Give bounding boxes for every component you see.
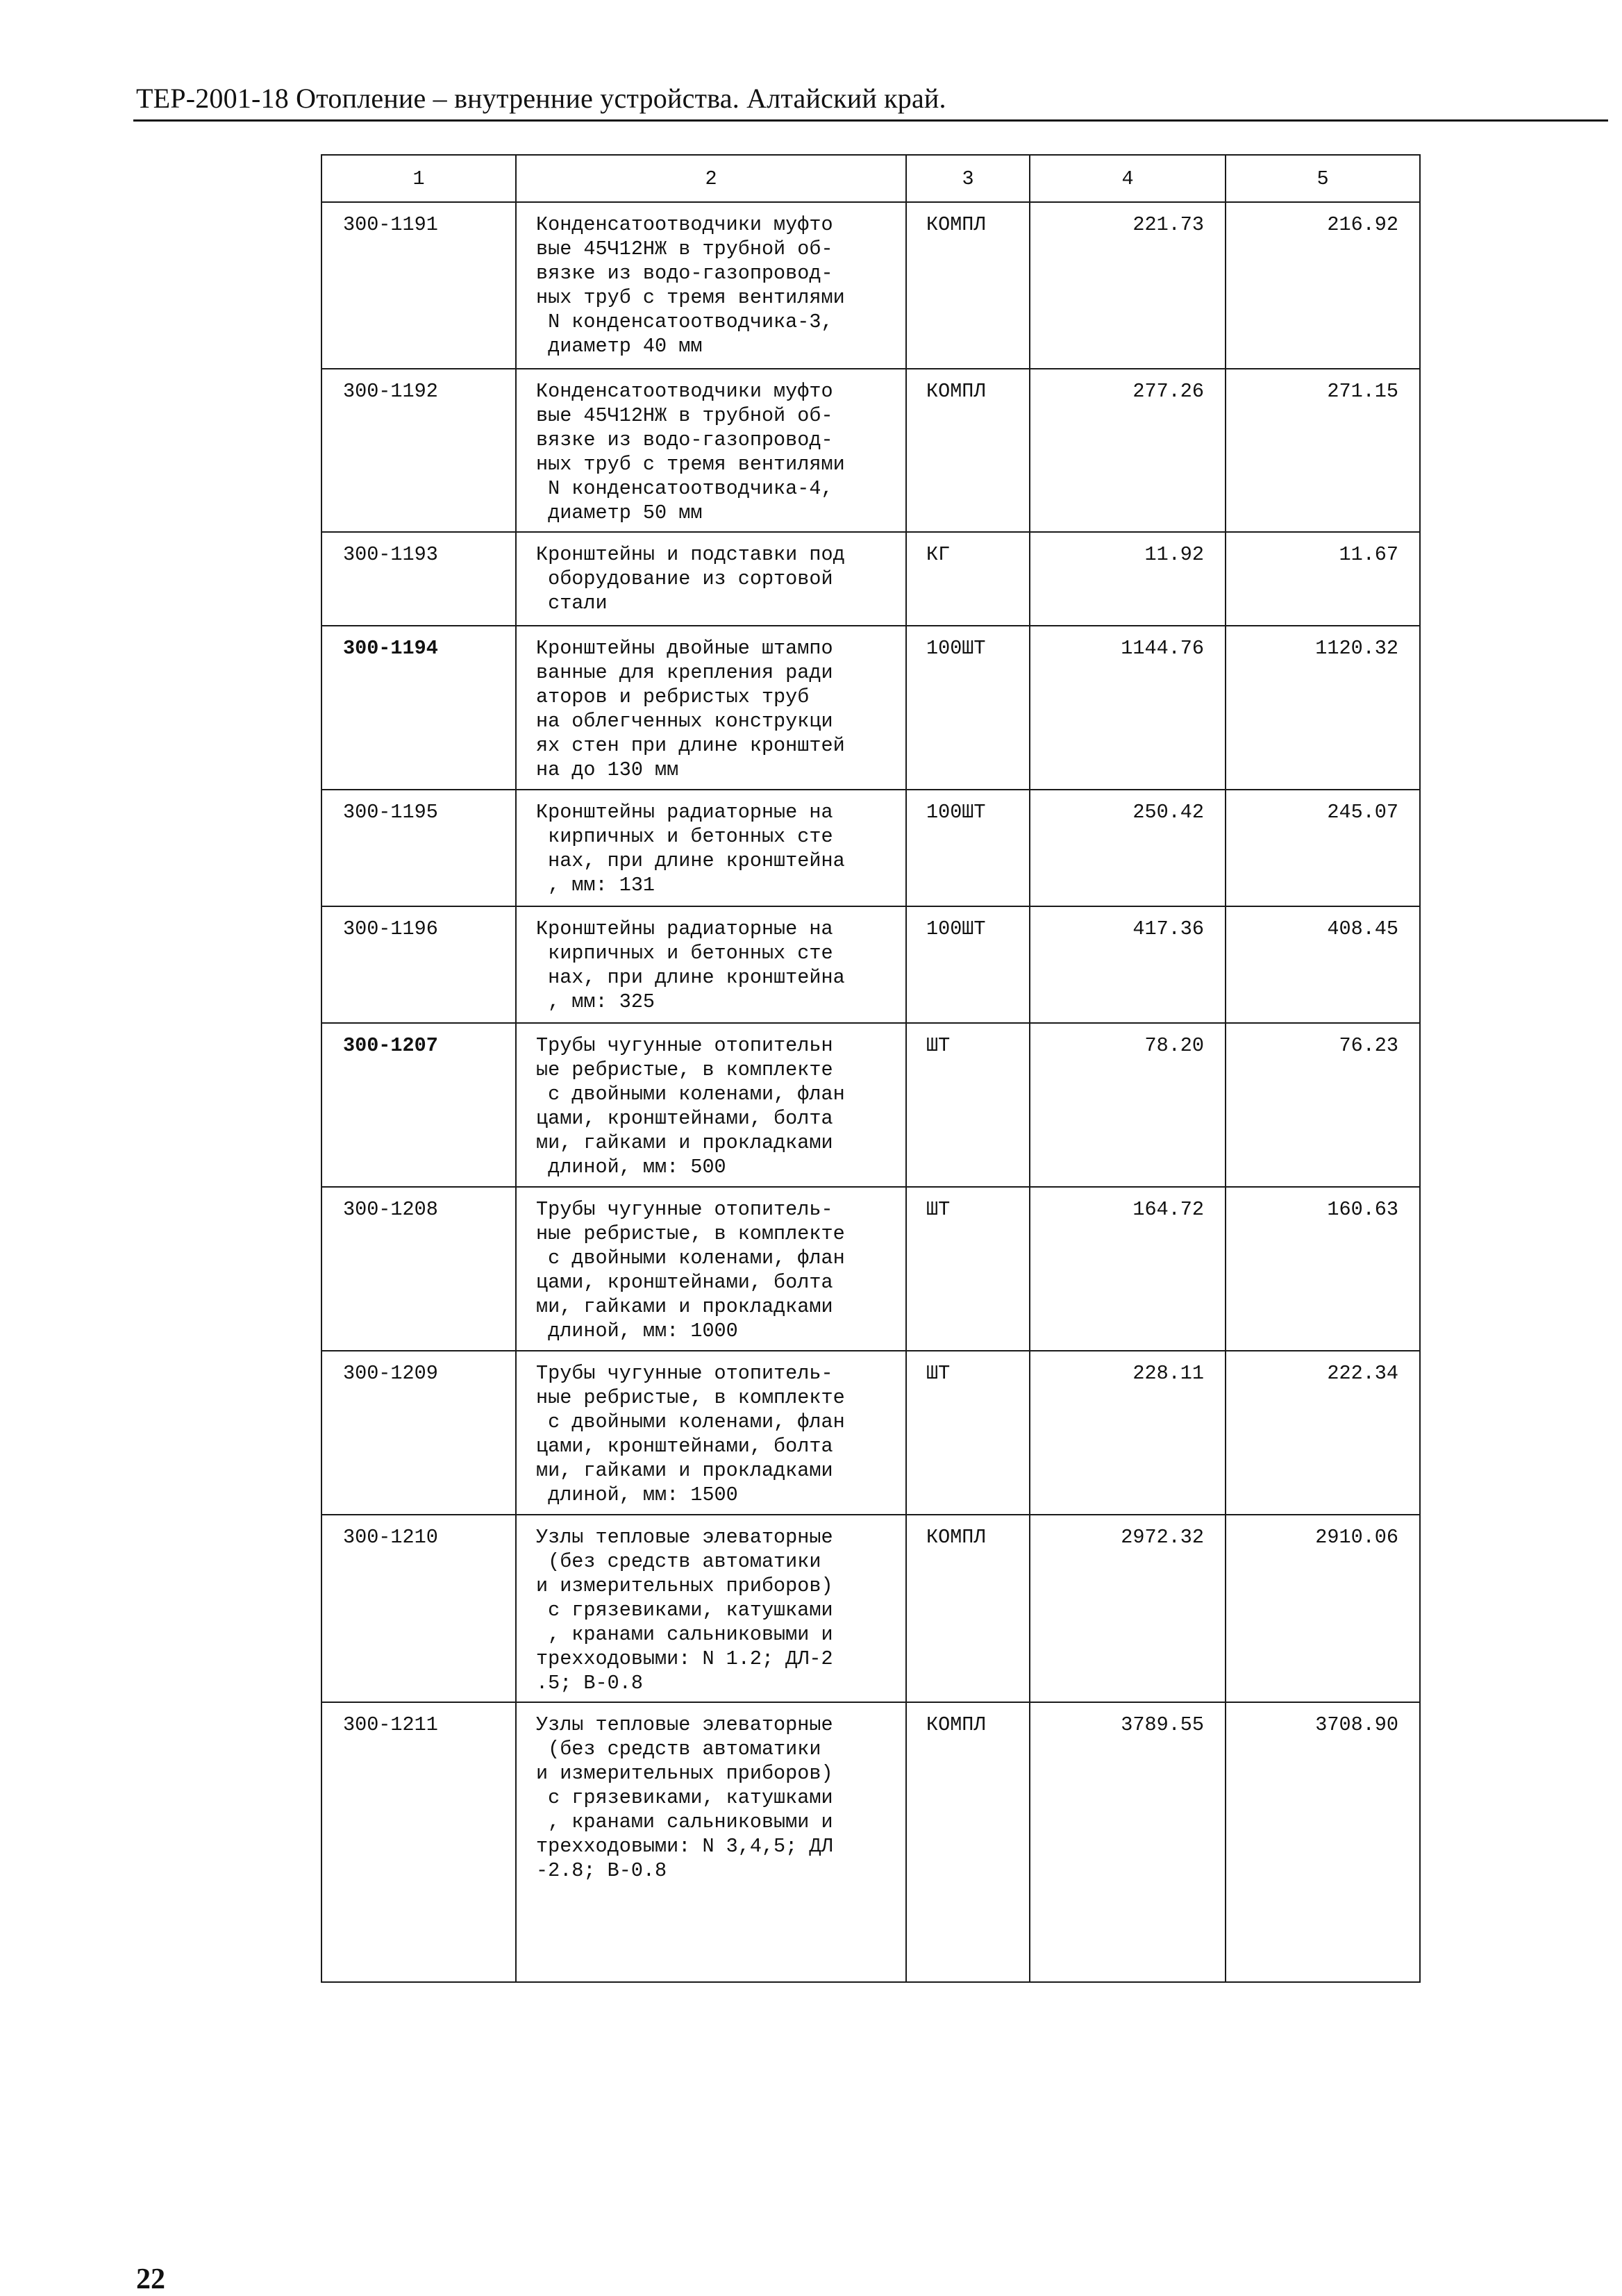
description-line: ных труб с тремя вентилями <box>536 453 845 476</box>
description-line: ных труб с тремя вентилями <box>536 286 845 309</box>
cell-unit: ШТ <box>906 1351 1030 1515</box>
cell-unit: КГ <box>906 532 1030 626</box>
description-line: трехходовыми: N 1.2; ДЛ-2 <box>536 1647 833 1670</box>
cell-value-5: 245.07 <box>1226 790 1420 906</box>
table-row <box>321 202 1420 369</box>
description-line: ные ребристые, в комплекте <box>536 1386 845 1409</box>
cell-unit: ШТ <box>906 1187 1030 1351</box>
description-line: N конденсатоотводчика-4, <box>536 477 833 500</box>
description-line: Узлы тепловые элеваторные <box>536 1713 833 1736</box>
page-number: 22 <box>136 2263 165 2295</box>
column-header-2: 2 <box>516 155 906 202</box>
description-line: .5; В-0.8 <box>536 1672 643 1695</box>
description-line: на облегченных конструкци <box>536 710 833 733</box>
description-line: вые 45Ч12НЖ в трубной об- <box>536 238 833 260</box>
description-line: , кранами сальниковыми и <box>536 1811 833 1833</box>
table-row <box>321 1515 1420 1702</box>
description-line: на до 130 мм <box>536 758 679 781</box>
description-line: с грязевиками, катушками <box>536 1786 833 1809</box>
description-line: (без средств автоматики <box>536 1550 821 1573</box>
description-line: аторов и ребристых труб <box>536 685 810 708</box>
header-divider <box>133 119 1608 122</box>
description-line: длиной, мм: 500 <box>536 1156 726 1179</box>
cell-description <box>516 1187 906 1351</box>
cell-unit: 100ШТ <box>906 626 1030 790</box>
description-line: ми, гайками и прокладками <box>536 1459 833 1482</box>
cell-description <box>516 1702 906 1982</box>
cell-value-5: 216.92 <box>1226 202 1420 369</box>
table-row <box>321 1187 1420 1351</box>
table-row <box>321 906 1420 1023</box>
cell-value-5: 3708.90 <box>1226 1702 1420 1982</box>
description-line: , мм: 325 <box>536 990 655 1013</box>
cell-code: 300-1196 <box>321 906 516 1023</box>
cell-code: 300-1191 <box>321 202 516 369</box>
cell-value-4: 11.92 <box>1030 532 1226 626</box>
table-row <box>321 1702 1420 1982</box>
description-line: Кронштейны радиаторные на <box>536 801 833 824</box>
description-line: цами, кронштейнами, болта <box>536 1107 833 1130</box>
table-row <box>321 626 1420 790</box>
description-line: и измерительных приборов) <box>536 1574 833 1597</box>
column-header-4: 4 <box>1030 155 1226 202</box>
description-line: Кронштейны и подставки под <box>536 543 845 566</box>
cell-value-5: 1120.32 <box>1226 626 1420 790</box>
table-body <box>321 202 1420 1982</box>
description-line: Кронштейны двойные штампо <box>536 637 833 660</box>
cell-description <box>516 369 906 532</box>
cell-description <box>516 790 906 906</box>
table-row <box>321 1351 1420 1515</box>
cell-value-4: 228.11 <box>1030 1351 1226 1515</box>
cell-value-5: 222.34 <box>1226 1351 1420 1515</box>
cell-code: 300-1209 <box>321 1351 516 1515</box>
cell-code: 300-1211 <box>321 1702 516 1982</box>
description-line: нах, при длине кронштейна <box>536 849 845 872</box>
description-line: Трубы чугунные отопитель- <box>536 1198 833 1221</box>
cell-code: 300-1192 <box>321 369 516 532</box>
description-line: N конденсатоотводчика-3, <box>536 310 833 333</box>
cell-description <box>516 626 906 790</box>
table-row <box>321 1023 1420 1187</box>
description-line: ванные для крепления ради <box>536 661 833 684</box>
cell-value-4: 250.42 <box>1030 790 1226 906</box>
description-line: (без средств автоматики <box>536 1738 821 1761</box>
description-line: диаметр 40 мм <box>536 335 703 358</box>
description-line: и измерительных приборов) <box>536 1762 833 1785</box>
cell-description <box>516 906 906 1023</box>
description-line: ые ребристые, в комплекте <box>536 1058 833 1081</box>
description-line: диаметр 50 мм <box>536 501 703 524</box>
cell-unit: 100ШТ <box>906 906 1030 1023</box>
rates-table <box>321 154 1421 1983</box>
column-header-3: 3 <box>906 155 1030 202</box>
description-line: с двойными коленами, флан <box>536 1247 845 1270</box>
cell-description <box>516 532 906 626</box>
description-line: ми, гайками и прокладками <box>536 1295 833 1318</box>
description-line: ные ребристые, в комплекте <box>536 1222 845 1245</box>
description-line: вые 45Ч12НЖ в трубной об- <box>536 404 833 427</box>
description-line: цами, кронштейнами, болта <box>536 1271 833 1294</box>
description-line: ях стен при длине кронштей <box>536 734 845 757</box>
description-line: нах, при длине кронштейна <box>536 966 845 989</box>
cell-code: 300-1210 <box>321 1515 516 1702</box>
cell-value-4: 3789.55 <box>1030 1702 1226 1982</box>
table-header <box>321 155 1420 202</box>
description-line: длиной, мм: 1000 <box>536 1320 738 1342</box>
description-line: Трубы чугунные отопительн <box>536 1034 833 1057</box>
description-line: с двойными коленами, флан <box>536 1083 845 1106</box>
cell-code: 300-1194 <box>321 626 516 790</box>
description-line: с грязевиками, катушками <box>536 1599 833 1622</box>
table-row <box>321 369 1420 532</box>
description-line: ми, гайками и прокладками <box>536 1131 833 1154</box>
cell-unit: КОМПЛ <box>906 1702 1030 1982</box>
table-row <box>321 790 1420 906</box>
cell-description <box>516 202 906 369</box>
cell-code: 300-1207 <box>321 1023 516 1187</box>
cell-description <box>516 1023 906 1187</box>
cell-code: 300-1195 <box>321 790 516 906</box>
cell-value-4: 417.36 <box>1030 906 1226 1023</box>
column-header-5: 5 <box>1226 155 1420 202</box>
page-header-title: ТЕР-2001-18 Отопление – внутренние устройства. Алтайский край. <box>136 83 946 114</box>
description-line: , кранами сальниковыми и <box>536 1623 833 1646</box>
cell-value-4: 78.20 <box>1030 1023 1226 1187</box>
description-line: оборудование из сортовой <box>536 567 833 590</box>
description-line: длиной, мм: 1500 <box>536 1483 738 1506</box>
description-line: трехходовыми: N 3,4,5; ДЛ <box>536 1835 833 1858</box>
description-line: Конденсатоотводчики муфто <box>536 380 833 403</box>
cell-value-4: 221.73 <box>1030 202 1226 369</box>
description-line: вязке из водо-газопровод- <box>536 429 833 451</box>
cell-value-4: 1144.76 <box>1030 626 1226 790</box>
description-line: Узлы тепловые элеваторные <box>536 1526 833 1549</box>
description-line: с двойными коленами, флан <box>536 1411 845 1433</box>
cell-description <box>516 1351 906 1515</box>
description-line: цами, кронштейнами, болта <box>536 1435 833 1458</box>
cell-value-5: 160.63 <box>1226 1187 1420 1351</box>
cell-unit: 100ШТ <box>906 790 1030 906</box>
cell-value-5: 271.15 <box>1226 369 1420 532</box>
cell-code: 300-1193 <box>321 532 516 626</box>
cell-value-5: 76.23 <box>1226 1023 1420 1187</box>
table-row <box>321 532 1420 626</box>
description-line: Кронштейны радиаторные на <box>536 917 833 940</box>
description-line: стали <box>536 592 608 615</box>
cell-unit: ШТ <box>906 1023 1030 1187</box>
cell-unit: КОМПЛ <box>906 1515 1030 1702</box>
cell-value-5: 11.67 <box>1226 532 1420 626</box>
cell-unit: КОМПЛ <box>906 369 1030 532</box>
cell-value-5: 2910.06 <box>1226 1515 1420 1702</box>
description-line: кирпичных и бетонных сте <box>536 942 833 965</box>
table-header-row <box>321 155 1420 202</box>
description-line: вязке из водо-газопровод- <box>536 262 833 285</box>
description-line: кирпичных и бетонных сте <box>536 825 833 848</box>
cell-code: 300-1208 <box>321 1187 516 1351</box>
cell-value-5: 408.45 <box>1226 906 1420 1023</box>
description-line: -2.8; В-0.8 <box>536 1859 667 1882</box>
cell-value-4: 277.26 <box>1030 369 1226 532</box>
description-line: Трубы чугунные отопитель- <box>536 1362 833 1385</box>
cell-unit: КОМПЛ <box>906 202 1030 369</box>
cell-value-4: 164.72 <box>1030 1187 1226 1351</box>
description-line: , мм: 131 <box>536 874 655 897</box>
cell-value-4: 2972.32 <box>1030 1515 1226 1702</box>
column-header-1: 1 <box>321 155 516 202</box>
cell-description <box>516 1515 906 1702</box>
description-line: Конденсатоотводчики муфто <box>536 213 833 236</box>
